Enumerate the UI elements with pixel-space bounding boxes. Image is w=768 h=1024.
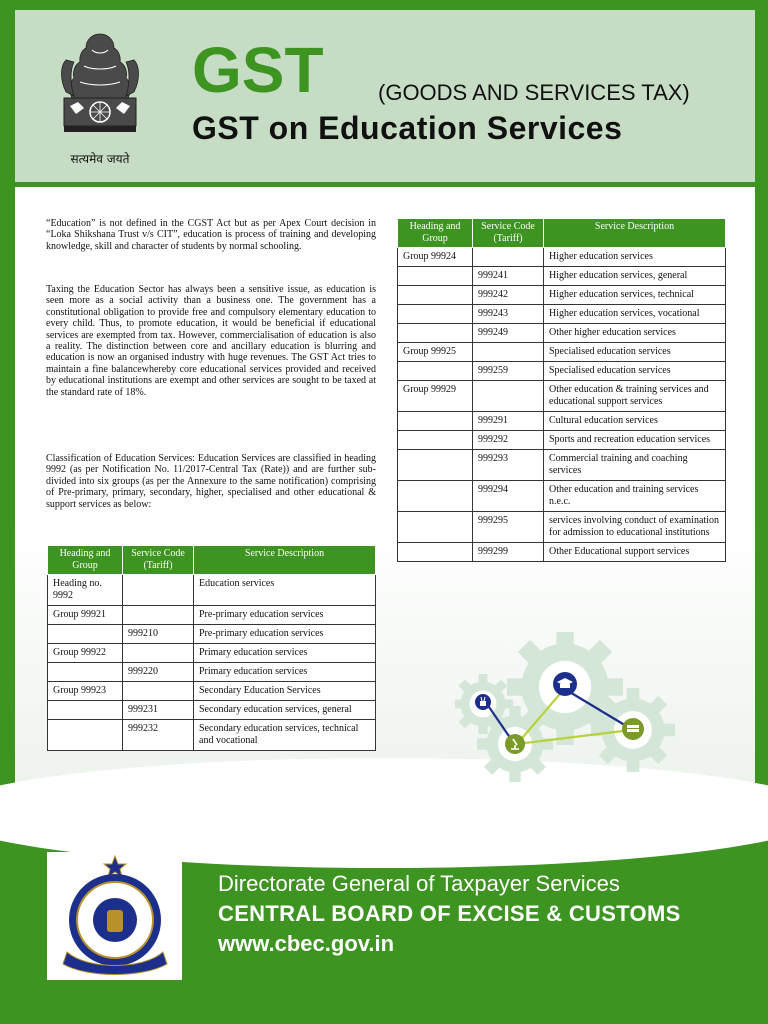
cell-service-code [473,381,544,412]
col-service-code: Service Code (Tariff) [123,546,194,575]
cell-heading-group [398,481,473,512]
cell-heading-group: Group 99922 [48,644,123,663]
cell-service-code: 999259 [473,362,544,381]
cell-service-description: Specialised education services [544,362,726,381]
cell-service-code: 999249 [473,324,544,343]
table-row [398,450,726,481]
cell-service-code: 999294 [473,481,544,512]
cell-service-description: Specialised education services [544,343,726,362]
cell-service-code [123,575,194,606]
cell-heading-group: Group 99924 [398,248,473,267]
classification-paragraph: Classification of Education Services: Education Services are classified in heading 9992 (as per Notification No. 11/2017-Central Tax (Rate)) and are further sub-divided into six groups (as per the Annexure to the same notification) comprising of Pre-primary, primary, secondary, higher, specialised and other educational & support services as below: [46,453,376,510]
footer-website-link[interactable]: www.cbec.gov.in [218,931,395,956]
table-row [398,267,726,286]
microscope-icon [505,734,525,754]
cell-service-description: Primary education services [194,644,376,663]
table-row [398,286,726,305]
cell-heading-group [398,512,473,543]
table-row [48,625,376,644]
cbec-logo-box [47,852,182,980]
cell-service-description: Higher education services, technical [544,286,726,305]
cell-heading-group [398,431,473,450]
cell-service-code: 999292 [473,431,544,450]
col-heading-group: Heading and Group [48,546,123,575]
cell-service-description: Secondary education services, technical and vocational [194,720,376,751]
cell-service-description: Other education and training services n.e.c. [544,481,726,512]
table-row [48,720,376,751]
cell-heading-group: Group 99921 [48,606,123,625]
col-service-description: Service Description [194,546,376,575]
table-row [48,701,376,720]
cell-service-code [123,606,194,625]
cell-heading-group [398,412,473,431]
cell-heading-group [398,267,473,286]
cell-service-code [473,248,544,267]
table-header-row [48,546,376,575]
state-emblem-icon [52,30,148,170]
table-row [398,343,726,362]
cell-service-code: 999232 [123,720,194,751]
taxing-paragraph: Taxing the Education Sector has always been a sensitive issue, as education is seen more as a social activity than a business one. The government has a constitutional obligation to provide free and compulsory elementary education to every child. Thus, to promote education, it would be beneficial if educational services are exempted from tax. However, commercialisation of education is also a reality. The distinction between core and ancillary education is blurring and education is now an organised industry with huge revenues. The GST Act tries to maintain a fine balancewhereby core educational services provided and received by educational institutions are exempt and other services are sought to be taxed at the standard rate of 18%. [46,284,376,398]
emblem-motto: सत्यमेव जयते [70,152,130,166]
table-row [48,606,376,625]
table-row [398,512,726,543]
cell-heading-group [398,362,473,381]
cell-service-description: Secondary education services, general [194,701,376,720]
cell-service-code: 999291 [473,412,544,431]
cell-service-code [123,682,194,701]
cell-service-code [473,343,544,362]
gst-full-form: (GOODS AND SERVICES TAX) [378,80,690,105]
service-table-left [47,545,376,751]
cell-service-description: Higher education services, general [544,267,726,286]
cell-heading-group [398,286,473,305]
table-row [398,248,726,267]
table-row [398,431,726,450]
footer-directorate: Directorate General of Taxpayer Services [218,871,620,896]
table-row [48,663,376,682]
cell-service-description: Other higher education services [544,324,726,343]
cell-service-description: Education services [194,575,376,606]
pencil-cup-icon [475,694,491,710]
table-row [398,362,726,381]
cell-heading-group: Group 99923 [48,682,123,701]
cell-service-description: Other education & training services and educational support services [544,381,726,412]
cell-heading-group [398,543,473,562]
cell-service-code: 999242 [473,286,544,305]
cell-heading-group [48,663,123,682]
table-header-row [398,219,726,248]
page-heading: GST on Education Services [192,110,623,146]
cell-service-description: Cultural education services [544,412,726,431]
table-row [398,305,726,324]
col-heading-group: Heading and Group [398,219,473,248]
table-row [398,381,726,412]
table-row [398,324,726,343]
table-row [398,412,726,431]
cell-heading-group: Heading no. 9992 [48,575,123,606]
footer-board: CENTRAL BOARD OF EXCISE & CUSTOMS [218,901,681,926]
books-icon [622,718,644,740]
cell-service-code: 999293 [473,450,544,481]
table-row [398,543,726,562]
cell-service-code: 999243 [473,305,544,324]
cell-service-code: 999210 [123,625,194,644]
cell-heading-group [398,305,473,324]
cell-service-description: Higher education services, vocational [544,305,726,324]
cell-service-description: services involving conduct of examination for admission to educational institutions [544,512,726,543]
cell-service-description: Sports and recreation education services [544,431,726,450]
cell-service-description: Pre-primary education services [194,606,376,625]
graduation-cap-icon [553,672,577,696]
cell-heading-group [48,701,123,720]
cell-heading-group [398,450,473,481]
cell-service-code [123,644,194,663]
intro-paragraph: “Education” is not defined in the CGST Act but as per Apex Court decision in “Loka Shikshana Trust v/s CIT”, education is process of training and developing knowledge, skill and character of students by normal schooling. [46,218,376,252]
education-gears-illustration [455,632,675,782]
gst-title: GST [192,34,324,106]
cell-service-description: Pre-primary education services [194,625,376,644]
cell-heading-group [48,720,123,751]
cell-service-code: 999241 [473,267,544,286]
cbec-seal-icon [47,852,182,980]
cell-service-description: Primary education services [194,663,376,682]
service-table-right [397,218,726,562]
col-service-code: Service Code (Tariff) [473,219,544,248]
cell-service-description: Commercial training and coaching services [544,450,726,481]
col-service-description: Service Description [544,219,726,248]
cell-heading-group: Group 99929 [398,381,473,412]
table-row [48,644,376,663]
cell-service-code: 999299 [473,543,544,562]
cell-service-description: Secondary Education Services [194,682,376,701]
cell-heading-group [48,625,123,644]
cell-service-description: Higher education services [544,248,726,267]
table-row [48,682,376,701]
cell-service-code: 999295 [473,512,544,543]
cell-service-code: 999220 [123,663,194,682]
table-row [398,481,726,512]
cell-heading-group [398,324,473,343]
table-row [48,575,376,606]
cell-service-description: Other Educational support services [544,543,726,562]
cell-service-code: 999231 [123,701,194,720]
cell-heading-group: Group 99925 [398,343,473,362]
